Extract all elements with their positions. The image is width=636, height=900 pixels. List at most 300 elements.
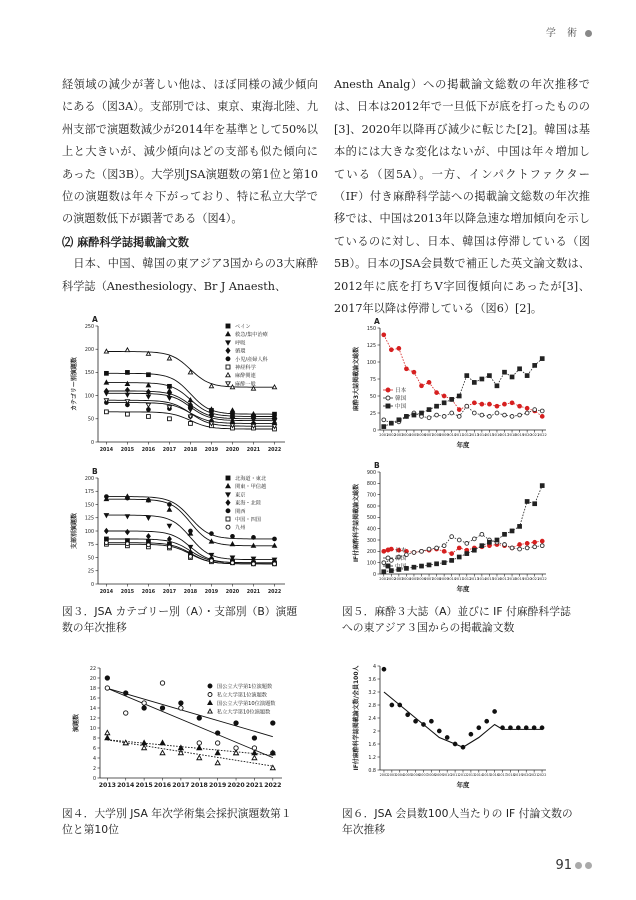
data-point bbox=[540, 484, 544, 488]
legend-label: 関西 bbox=[235, 508, 246, 515]
data-point bbox=[533, 502, 537, 506]
data-point bbox=[126, 371, 130, 375]
data-point bbox=[105, 537, 109, 541]
data-point bbox=[495, 411, 499, 415]
data-point bbox=[450, 559, 454, 563]
data-point bbox=[435, 546, 439, 550]
x-tick-label: 2014 bbox=[474, 773, 484, 777]
y-tick-label: 200 bbox=[366, 550, 376, 556]
data-point bbox=[226, 357, 230, 361]
y-tick-label: 16 bbox=[89, 696, 96, 702]
y-tick-label: 700 bbox=[366, 493, 376, 499]
data-point bbox=[540, 544, 544, 548]
data-point bbox=[226, 365, 230, 369]
legend-label: 韓国 bbox=[395, 396, 407, 402]
legend-label: 東海・北陸 bbox=[235, 500, 261, 507]
data-point bbox=[450, 398, 454, 402]
data-point bbox=[234, 721, 238, 725]
y-tick-label: 6 bbox=[92, 746, 96, 752]
paragraph: Anesth Analg）への掲載論文総数の年次推移では、日本は2012年で一旦低下が底を打ったものの[3]、2020年以降再び減少に転じた[2]。韓国は基本的には大きな変化はないが、中国は年々増加している（図5A）。一方、インパクトファクター（IF）付き麻酔科学誌への掲載論文総数の年次推移では、中国は2013年以降急速な増加傾向を示しているのに対し、日本、韓国は停滞している（図5B）。日本のJSA会員数で補正した英文論文数は、2012年に底を打ちV字回復傾向にあったが[3]、2017年以降は停滞している（図6）[2]。 bbox=[334, 78, 590, 316]
x-tick-label: 2014 bbox=[99, 448, 114, 453]
y-tick-label: 20 bbox=[89, 676, 96, 682]
figure-4 bbox=[60, 660, 290, 798]
x-tick-label: 2007 bbox=[424, 433, 434, 437]
data-point bbox=[525, 374, 529, 378]
x-tick-label: 2016 bbox=[492, 433, 502, 437]
x-axis-label: 年度 bbox=[456, 441, 470, 449]
series-4 bbox=[105, 730, 275, 769]
x-tick-label: 2021 bbox=[530, 433, 540, 437]
data-point bbox=[210, 532, 214, 536]
series-1 bbox=[382, 333, 544, 418]
data-point bbox=[382, 561, 386, 565]
figure-4-caption: 図４．大学別 JSA 年次学術集会採択演題数第１位と第10位 bbox=[62, 807, 292, 836]
data-point bbox=[457, 538, 461, 542]
series-2 bbox=[384, 692, 542, 747]
data-point bbox=[168, 417, 172, 421]
y-tick-label: 300 bbox=[366, 538, 376, 544]
y-tick-label: 0 bbox=[90, 582, 94, 588]
x-tick-label: 2009 bbox=[439, 577, 449, 581]
x-tick-label: 2020 bbox=[225, 448, 240, 453]
legend bbox=[383, 546, 407, 570]
data-point bbox=[397, 418, 401, 422]
x-tick-label: 2002 bbox=[379, 773, 389, 777]
legend bbox=[226, 474, 267, 531]
y-tick-label: 600 bbox=[366, 504, 376, 510]
y-axis-label: 演題数 bbox=[73, 713, 80, 733]
x-tick-label: 2018 bbox=[183, 448, 198, 453]
x-tick-label: 2017 bbox=[499, 577, 510, 581]
x-tick-label: 2015 bbox=[120, 590, 135, 595]
data-point bbox=[477, 726, 481, 730]
x-tick-label: 2016 bbox=[153, 782, 172, 789]
data-point bbox=[525, 411, 529, 415]
y-tick-label: 4 bbox=[92, 756, 96, 762]
data-point bbox=[442, 544, 446, 548]
data-point bbox=[105, 529, 109, 534]
page-number: 91 bbox=[555, 858, 592, 873]
data-point bbox=[495, 538, 499, 542]
data-point bbox=[252, 755, 257, 759]
y-axis-label: 支部別演題数 bbox=[71, 512, 78, 550]
data-point bbox=[414, 719, 418, 723]
data-point bbox=[503, 402, 507, 406]
data-point bbox=[412, 413, 416, 417]
data-point bbox=[160, 750, 165, 754]
x-tick-label: 2017 bbox=[172, 782, 190, 789]
data-point bbox=[230, 385, 234, 389]
data-point bbox=[485, 719, 489, 723]
data-point bbox=[252, 535, 256, 539]
y-tick-label: 100 bbox=[84, 529, 94, 535]
data-point bbox=[105, 541, 109, 545]
data-point bbox=[382, 333, 386, 337]
x-tick-label: 2014 bbox=[99, 590, 114, 595]
panel-label: B bbox=[374, 461, 380, 470]
data-point bbox=[442, 394, 446, 398]
x-tick-label: 2019 bbox=[515, 433, 525, 437]
data-point bbox=[126, 388, 130, 393]
series-2 bbox=[382, 532, 544, 564]
x-tick-label: 2021 bbox=[246, 590, 261, 595]
data-point bbox=[160, 681, 164, 685]
data-point bbox=[105, 676, 109, 680]
x-tick-label: 2022 bbox=[537, 577, 547, 581]
data-point bbox=[226, 348, 230, 353]
data-point bbox=[386, 556, 390, 560]
data-point bbox=[210, 559, 214, 563]
data-point bbox=[397, 347, 401, 351]
figure-6-caption: 図６．JSA 会員数100人当たりの IF 付論文数の年次推移 bbox=[342, 807, 573, 836]
data-point bbox=[445, 736, 449, 740]
legend-label: 韓国 bbox=[395, 556, 407, 562]
y-tick-label: 50 bbox=[87, 556, 94, 562]
data-point bbox=[525, 542, 529, 546]
data-point bbox=[465, 374, 469, 378]
data-point bbox=[142, 745, 147, 749]
data-point bbox=[226, 341, 230, 345]
data-point bbox=[147, 498, 151, 502]
data-point bbox=[160, 740, 165, 744]
figure-5b bbox=[340, 456, 556, 598]
data-point bbox=[209, 539, 213, 543]
data-point bbox=[412, 565, 416, 569]
x-tick-label: 2001 bbox=[379, 577, 389, 581]
data-point bbox=[533, 364, 537, 368]
y-axis-label: IF付麻酔科学誌掲載論文総数 bbox=[353, 483, 360, 563]
data-point bbox=[525, 406, 529, 410]
data-point bbox=[480, 402, 484, 406]
x-tick-label: 2018 bbox=[190, 782, 208, 789]
data-point bbox=[146, 383, 150, 387]
data-point bbox=[231, 534, 235, 538]
data-point bbox=[208, 693, 212, 697]
data-point bbox=[168, 545, 172, 549]
x-tick-label: 2011 bbox=[454, 433, 464, 437]
data-point bbox=[209, 384, 213, 388]
legend bbox=[383, 386, 407, 410]
x-tick-label: 2007 bbox=[424, 577, 434, 581]
data-point bbox=[386, 396, 390, 400]
data-point bbox=[178, 745, 183, 749]
x-tick-label: 2001 bbox=[379, 433, 389, 437]
data-point bbox=[442, 401, 446, 405]
y-tick-label: 100 bbox=[366, 561, 376, 567]
y-tick-label: 0 bbox=[92, 776, 96, 782]
y-tick-label: 0 bbox=[372, 428, 376, 434]
data-point bbox=[510, 529, 514, 533]
x-tick-label: 2020 bbox=[227, 782, 245, 789]
y-tick-label: 100 bbox=[366, 360, 376, 366]
data-point bbox=[518, 413, 522, 417]
x-tick-label: 2013 bbox=[466, 773, 476, 777]
data-point bbox=[435, 391, 439, 395]
data-point bbox=[209, 407, 213, 411]
legend-label: ペイン bbox=[235, 324, 251, 330]
data-point bbox=[386, 564, 390, 568]
data-point bbox=[389, 348, 393, 352]
data-point bbox=[533, 408, 537, 412]
y-tick-label: 2 bbox=[92, 766, 96, 772]
data-point bbox=[226, 517, 230, 521]
data-point bbox=[405, 367, 409, 371]
data-point bbox=[104, 514, 108, 518]
data-point bbox=[226, 373, 230, 377]
y-tick-label: 14 bbox=[89, 706, 96, 712]
legend-label: 私立大学第1位演題数 bbox=[217, 692, 267, 699]
x-tick-label: 2021 bbox=[245, 782, 264, 789]
data-point bbox=[442, 561, 446, 565]
figure-5a bbox=[340, 312, 556, 454]
legend-label: 日本 bbox=[395, 548, 407, 554]
data-point bbox=[226, 332, 230, 336]
data-point bbox=[427, 381, 431, 385]
data-point bbox=[226, 476, 230, 480]
data-point bbox=[518, 547, 522, 551]
data-point bbox=[252, 562, 256, 566]
x-tick-label: 2018 bbox=[506, 773, 515, 777]
x-tick-label: 2019 bbox=[204, 448, 219, 453]
legend-label: 循環 bbox=[235, 348, 246, 355]
data-point bbox=[386, 404, 390, 408]
data-point bbox=[488, 374, 492, 378]
data-point bbox=[234, 750, 239, 754]
data-point bbox=[179, 706, 183, 710]
x-tick-label: 2008 bbox=[432, 433, 442, 437]
data-point bbox=[167, 524, 171, 528]
data-point bbox=[271, 721, 275, 725]
data-point bbox=[510, 375, 514, 379]
data-point bbox=[272, 544, 276, 548]
data-point bbox=[215, 750, 220, 754]
x-tick-label: 2017 bbox=[162, 590, 177, 595]
figure-6 bbox=[340, 660, 556, 798]
x-tick-label: 2021 bbox=[246, 448, 261, 453]
data-point bbox=[147, 534, 151, 539]
data-point bbox=[450, 535, 454, 539]
x-tick-label: 2010 bbox=[447, 433, 457, 437]
x-tick-label: 2008 bbox=[432, 577, 442, 581]
data-point bbox=[147, 408, 151, 412]
data-point bbox=[386, 388, 390, 392]
data-point bbox=[142, 740, 147, 744]
data-point bbox=[435, 413, 439, 417]
x-tick-label: 2003 bbox=[394, 577, 404, 581]
y-tick-label: 2.8 bbox=[368, 703, 376, 709]
x-tick-label: 2015 bbox=[484, 433, 494, 437]
data-point bbox=[105, 730, 110, 734]
data-point bbox=[125, 515, 129, 519]
legend-label: 小児/産婦人科 bbox=[235, 356, 268, 363]
y-tick-label: 10 bbox=[89, 726, 96, 732]
x-tick-label: 2020 bbox=[225, 590, 240, 595]
y-tick-label: 2 bbox=[372, 729, 376, 735]
data-point bbox=[105, 371, 109, 375]
legend-label: 中国 bbox=[395, 564, 407, 570]
x-tick-label: 2004 bbox=[395, 773, 405, 777]
data-point bbox=[231, 561, 235, 565]
data-point bbox=[189, 422, 193, 426]
legend-label: 呼吸 bbox=[235, 340, 246, 347]
y-tick-label: 3.2 bbox=[368, 690, 376, 696]
x-tick-label: 2005 bbox=[403, 773, 412, 777]
data-point bbox=[503, 543, 507, 547]
x-tick-label: 2019 bbox=[209, 782, 227, 789]
data-point bbox=[126, 412, 130, 416]
data-point bbox=[540, 539, 544, 543]
y-tick-label: 125 bbox=[366, 343, 376, 349]
data-point bbox=[442, 549, 446, 553]
data-point bbox=[420, 411, 424, 415]
page-dot-icon bbox=[585, 862, 592, 869]
data-point bbox=[386, 548, 390, 552]
data-point bbox=[273, 562, 277, 566]
data-point bbox=[435, 404, 439, 408]
x-tick-label: 2020 bbox=[522, 577, 532, 581]
data-point bbox=[146, 516, 150, 520]
data-point bbox=[226, 509, 230, 513]
y-tick-label: 22 bbox=[89, 666, 96, 672]
y-tick-label: 18 bbox=[89, 686, 96, 692]
data-point bbox=[197, 716, 201, 720]
data-point bbox=[389, 569, 393, 573]
x-tick-label: 2004 bbox=[401, 433, 411, 437]
y-tick-label: 100 bbox=[84, 394, 94, 400]
x-axis-label: 年度 bbox=[456, 585, 470, 593]
data-point bbox=[382, 570, 386, 574]
x-tick-label: 2002 bbox=[386, 433, 396, 437]
x-tick-label: 2018 bbox=[183, 590, 198, 595]
y-tick-label: 25 bbox=[369, 411, 376, 417]
x-tick-label: 2011 bbox=[454, 577, 464, 581]
data-point bbox=[525, 500, 529, 504]
x-tick-label: 2012 bbox=[462, 577, 472, 581]
panel-label: A bbox=[92, 315, 98, 324]
y-tick-label: 3.6 bbox=[368, 677, 376, 683]
data-point bbox=[510, 401, 514, 405]
legend-label: 日本 bbox=[395, 388, 407, 394]
x-tick-label: 2009 bbox=[439, 433, 449, 437]
data-point bbox=[420, 549, 424, 553]
data-point bbox=[480, 377, 484, 381]
data-point bbox=[189, 529, 193, 533]
y-axis-label: IF付麻酔科学誌掲載論文数/会員100人 bbox=[353, 665, 360, 771]
x-tick-label: 2013 bbox=[469, 577, 479, 581]
data-point bbox=[518, 367, 522, 371]
data-point bbox=[167, 508, 171, 512]
x-tick-label: 2014 bbox=[117, 782, 135, 789]
paragraph: 日本、中国、韓国の東アジア3国からの3大麻酔科学誌（Anesthesiology、Br J Anaesth、 bbox=[62, 257, 318, 293]
y-tick-label: 0.8 bbox=[368, 768, 376, 774]
data-point bbox=[104, 380, 108, 384]
x-axis-label: 年度 bbox=[456, 781, 470, 789]
legend-label: 中国 bbox=[395, 404, 407, 410]
data-point bbox=[510, 546, 514, 550]
data-point bbox=[450, 411, 454, 415]
data-point bbox=[472, 411, 476, 415]
y-tick-label: 200 bbox=[84, 476, 94, 482]
x-tick-label: 2019 bbox=[204, 590, 219, 595]
x-tick-label: 2013 bbox=[469, 433, 479, 437]
x-tick-label: 2018 bbox=[507, 577, 517, 581]
data-point bbox=[273, 537, 277, 541]
x-tick-label: 2017 bbox=[499, 433, 510, 437]
x-tick-label: 2006 bbox=[411, 773, 420, 777]
data-point bbox=[123, 740, 128, 744]
data-point bbox=[147, 415, 151, 419]
data-point bbox=[252, 736, 256, 740]
data-point bbox=[442, 415, 446, 419]
data-point bbox=[510, 415, 514, 419]
x-tick-label: 2015 bbox=[484, 577, 494, 581]
data-point bbox=[208, 684, 212, 688]
data-point bbox=[226, 484, 230, 488]
data-point bbox=[230, 408, 234, 412]
data-point bbox=[488, 415, 492, 419]
data-point bbox=[472, 401, 476, 405]
x-tick-label: 2007 bbox=[419, 773, 428, 777]
data-point bbox=[518, 525, 522, 529]
data-point bbox=[142, 701, 146, 705]
data-point bbox=[465, 404, 469, 408]
figure-5-caption: 図５．麻酔３大誌（A）並びに IF 付麻酔科学誌への東アジア３国からの掲載論文数 bbox=[342, 605, 571, 634]
data-point bbox=[251, 544, 255, 548]
text-column-left bbox=[62, 74, 318, 298]
data-point bbox=[469, 732, 473, 736]
x-tick-label: 2005 bbox=[409, 577, 419, 581]
data-point bbox=[226, 500, 230, 505]
data-point bbox=[412, 551, 416, 555]
y-tick-label: 900 bbox=[366, 470, 376, 476]
data-point bbox=[457, 394, 461, 398]
y-tick-label: 2.4 bbox=[368, 716, 376, 722]
data-point bbox=[389, 421, 393, 425]
data-point bbox=[126, 496, 130, 500]
data-point bbox=[105, 495, 109, 499]
x-tick-label: 2004 bbox=[401, 577, 411, 581]
x-tick-label: 2013 bbox=[98, 782, 116, 789]
data-point bbox=[493, 710, 497, 714]
y-tick-label: 4 bbox=[372, 664, 376, 670]
data-point bbox=[457, 408, 461, 412]
panel-label: B bbox=[92, 467, 98, 476]
data-point bbox=[230, 542, 234, 546]
data-point bbox=[125, 348, 129, 352]
x-tick-label: 2020 bbox=[522, 433, 532, 437]
y-tick-label: 50 bbox=[369, 394, 376, 400]
x-tick-label: 2003 bbox=[394, 433, 404, 437]
running-header: 学 術 bbox=[546, 24, 592, 39]
data-point bbox=[167, 356, 171, 360]
data-point bbox=[126, 542, 130, 546]
legend-label: 北海道・東北 bbox=[235, 476, 267, 482]
data-point bbox=[427, 416, 431, 420]
x-tick-label: 2022 bbox=[267, 448, 282, 453]
data-point bbox=[488, 402, 492, 406]
x-tick-label: 2017 bbox=[162, 448, 177, 453]
section-heading: ⑵ 麻酔科学誌掲載論文数 bbox=[62, 234, 189, 249]
data-point bbox=[427, 563, 431, 567]
data-point bbox=[382, 418, 386, 422]
x-tick-label: 2015 bbox=[482, 773, 492, 777]
y-tick-label: 0 bbox=[372, 572, 376, 578]
x-tick-label: 2002 bbox=[386, 577, 396, 581]
legend-label: 九州 bbox=[235, 525, 246, 532]
x-tick-label: 2018 bbox=[507, 433, 517, 437]
data-point bbox=[197, 745, 202, 749]
data-point bbox=[480, 532, 484, 536]
